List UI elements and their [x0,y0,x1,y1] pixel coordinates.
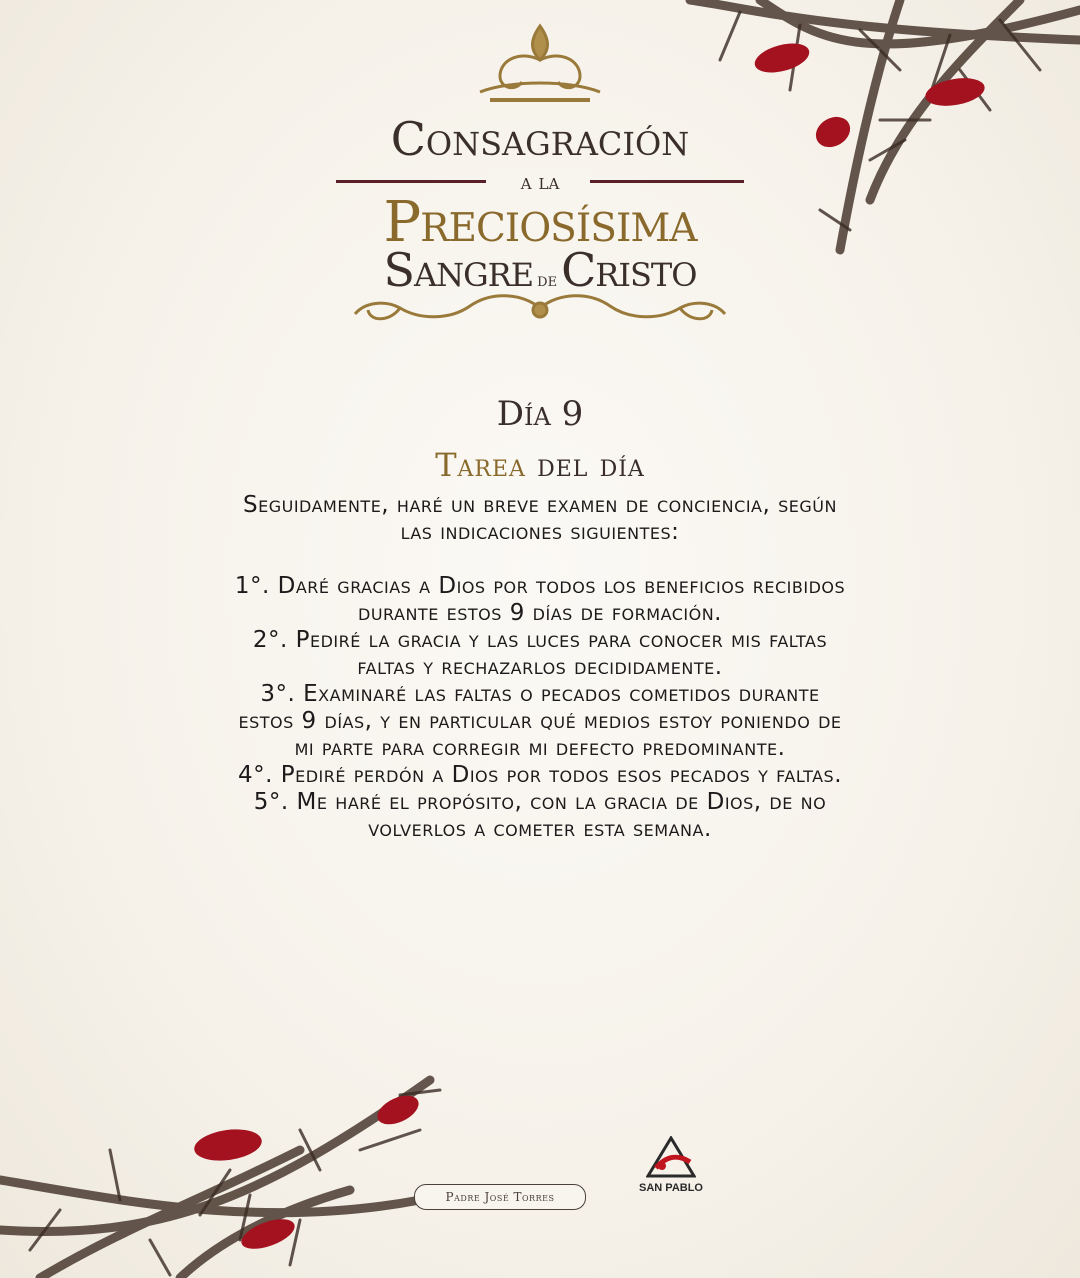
list-item: 5°. Me haré el propósito, con la gracia de Dios, de no volverlos a cometer esta semana. [253,789,827,842]
title-sangre: Sangre [383,243,534,297]
intro-paragraph: Seguidamente, haré un breve examen de conciencia, según las indicaciones siguientes: [243,492,837,545]
title-a-la: a la [520,170,560,195]
title-preciosisima: Preciosísima [383,190,697,255]
ornament-scroll-icon [340,288,740,328]
title-cristo: Cristo [561,243,697,297]
publisher-logo [628,1136,714,1198]
task-title [0,446,1080,484]
day-title: Día 9 [496,394,584,434]
body-text [230,492,850,843]
author-badge: Padre José Torres [414,1184,586,1210]
list-item: 4°. Pediré perdón a Dios por todos esos pecados y faltas. [237,762,843,788]
title-logo [320,20,760,330]
ornament-crown-icon [470,20,610,106]
list-item: 1°. Daré gracias a Dios por todos los beneficios recibidos durante estos 9 días de formación. [234,573,846,626]
list-item: 3°. Examinaré las faltas o pecados cometidos durante estos 9 días, y en particular qué medios estoy poniendo de mi parte para corregir mi defecto predominante. [238,681,842,761]
publisher-label: SAN PABLO [639,1182,703,1194]
task-title-tarea: Tarea [435,446,526,484]
task-title-del-dia: del día [525,446,645,484]
list-item: 2°. Pediré la gracia y las luces para conocer mis faltas faltas y rechazarlos decididamente. [252,627,828,680]
title-de: de [537,270,558,291]
title-consagracion: Consagración [390,112,690,166]
san-pablo-logo-icon [646,1136,696,1182]
